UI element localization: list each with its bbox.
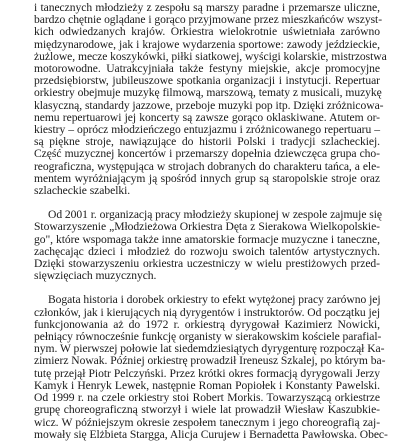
text-line: członków, jak i kierujących nią dyrygentów i instruktorów. Od początku jej bbox=[34, 305, 380, 319]
text-line: szlacheckie szabelki. bbox=[34, 184, 131, 198]
text-line: Stowarzyszenie „Młodzieżowa Orkiestra Dęta z Sierakowa Wielkopolskie- bbox=[34, 220, 380, 234]
paragraph bbox=[34, 208, 383, 283]
text-line: Bogata historia i dorobek orkiestry to efekt wytężonej pracy zarówno jej bbox=[48, 293, 381, 307]
paragraph bbox=[34, 1, 387, 198]
text-line: bardzo chętnie oglądane i gorąco przyjmowane przez mieszkańców wszyst- bbox=[34, 13, 383, 27]
text-line: kich odwiedzanych krajów. Orkiestra wielokrotnie uświetniała zarówno bbox=[34, 25, 380, 39]
text-line: przedsiębiorstw, jubileuszowe spotkania organizacji i instytucji. Repertuar bbox=[34, 74, 380, 88]
text-line: reograficzna, występująca w strojach dobranych do charakteru tańca, a ele- bbox=[34, 159, 380, 173]
text-line: go", które wspomaga także inne amatorskie formacje muzyczne i taneczne, bbox=[34, 232, 380, 246]
text-line: nym. W pierwszej połowie lat siedemdziesiątych dyrygenturę rozpoczął Ka- bbox=[34, 342, 385, 356]
text-line: Dzięki stowarzyszeniu orkiestra uczestniczy w wielu prestiżowych przed- bbox=[34, 257, 380, 271]
text-line: zimierz Nowak. Później orkiestrę prowadził Ireneusz Szkalej, po którym ba- bbox=[34, 354, 386, 368]
paragraph bbox=[34, 293, 388, 441]
text-line: tutę przejął Piotr Pelczyński. Przez krótki okres formacją dyrygowali Jerzy bbox=[34, 366, 380, 380]
text-line: Kamyk i Henryk Lewek, następnie Roman Popiołek i Konstanty Pawelski. bbox=[34, 378, 380, 392]
text-line: kiestry – oprócz młodzieńczego entuzjazmu i zróżnicowanego repertuaru – bbox=[34, 123, 380, 137]
text-line: orkiestry obejmuje muzykę filmową, marszową, tematy z musicali, muzykę bbox=[34, 86, 382, 100]
text-line: i tanecznych młodzieży z zespołu są marszy paradne i przemarsze uliczne, bbox=[34, 1, 380, 14]
text-line: mentem wyróżniającym ją spośród innych grup są staropolskie stroje oraz bbox=[34, 171, 380, 185]
text-line: zachęcając dzieci i młodzież do rozwoju swoich talentów artystycznych. bbox=[34, 244, 380, 258]
text-line: nemu repertuarowi jej koncerty są zawsze gorąco oklaskiwane. Atutem or- bbox=[34, 110, 380, 124]
text-line: pełniący równocześnie funkcję organisty w sierakowskim kościele parafial- bbox=[34, 330, 382, 344]
text-line: wicz. W późniejszym okresie zespołem tanecznym i jego choreografią zaj- bbox=[34, 415, 380, 429]
text-line: są piękne stroje, nawiązujące do historii Polski i tradycji szlacheckiej. bbox=[34, 135, 380, 149]
text-line: klasyczną, standardy jazzowe, przeboje muzyki pop itp. Dzięki zróżnicowa- bbox=[34, 98, 384, 112]
text-line: sięwzięciach muzycznych. bbox=[34, 269, 157, 283]
text-line: funkcjonowania aż do 1972 r. orkiestrą dyrygował Kazimierz Nowicki, bbox=[34, 317, 380, 331]
body-text bbox=[34, 1, 388, 441]
text-line: Od 2001 r. organizacją pracy młodzieży skupionej w zespole zajmuje się bbox=[48, 208, 383, 222]
text-line: grupę choreograficzną stworzył i wiele lat prowadził Wiesław Kaszubkie- bbox=[34, 403, 380, 417]
text-line: motorowodne. Uatrakcyjniała także festyny miejskie, akcje promocyjne bbox=[34, 62, 380, 76]
text-line: międzynarodowe, jak i krajowe wydarzenia sportowe: zawody jeździeckie, bbox=[34, 37, 380, 51]
text-line: Od 1999 r. na czele orkiestry stoi Robert Morkis. Towarzyszącą orkiestrze bbox=[34, 391, 380, 405]
text-line: mowały się Elżbieta Stargga, Alicja Curujew i Bernadetta Pawłowska. Obec- bbox=[34, 427, 388, 441]
text-line: żużlowe, mecze koszykówki, piłki siatkowej, wyścigi kolarskie, mistrzostwa bbox=[34, 49, 387, 63]
text-line: Część muzycznej koncertów i przemarszy dopełnia dziewczęca grupa cho- bbox=[34, 147, 380, 161]
